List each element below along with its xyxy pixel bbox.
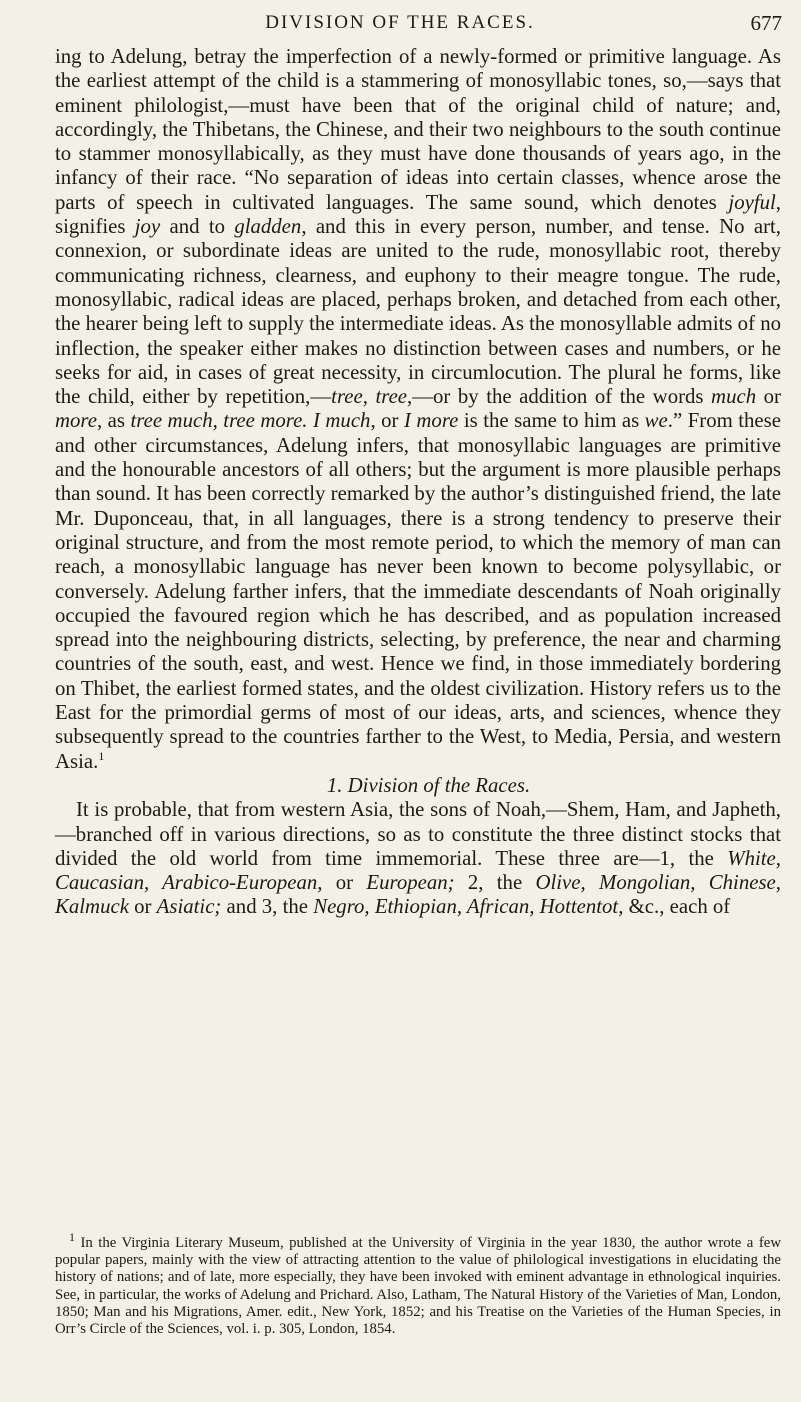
italic-term: Negro, Ethiopian, African, Hottentot [313,895,619,919]
footnote-reference: 1 [98,748,105,763]
italic-term: Olive, Mongolian, Chinese, Kalmuck [55,871,781,919]
text-run: It is probable, that from western Asia, the sons of Noah,—Shem, Ham, and Japheth,—branched off in various directions, so as to constitute the three distinct stocks that divided the old world from time immemorial. These three are—1, the [55,798,781,870]
text-run: and to [160,215,235,239]
text-run: is the same to him as [458,409,645,433]
italic-term: White, Caucasian, Arabico-European [55,846,781,895]
footnote-mark: 1 [69,1230,75,1245]
italic-term: tree much, tree more. I much [130,409,371,433]
italic-term: I more [403,409,459,433]
text-run: , or [370,409,404,433]
text-run: .” From these and other circumstances, Adelung infers, that monosyllabic languages are primitive and the honourable ancestors of all others; but the argument is more plausible perhaps than sound. It has been correctly remarked by the author’s distinguished friend, the late Mr. Duponceau, that, in all languages, there is a strong tendency to preserve their original structure, and from the most remote period, to which the memory of man can reach, a monosyllabic language has never been known to become polysyllabic, or conversely. Adelung farther infers, that the immediate descendants of Noah originally occupied the favoured region which he has described, and as population increased spread into the neighbouring districts, selecting, by preference, the near and charming countries of the south, east, and west. Hence we find, in those immediately bordering on Thibet, the earliest formed states, and the oldest civilization. History refers us to the East for the primordial germs of most of our ideas, arts, and sciences, whence they subsequently spread to the countries farther to the West, to Media, Persia, and western Asia. [55,409,781,773]
italic-term: European; [366,871,455,895]
text-run: , signifies [55,190,781,239]
italic-term: we [644,409,668,433]
text-run: , or [317,871,367,895]
section-heading: 1. Division of the Races. [326,773,531,797]
text-run: ,—or by the addition of the words [407,385,712,409]
running-header [0,8,801,36]
text-run: 2, the [454,871,536,895]
footnote-body: In the Virginia Literary Museum, published at the University of Virginia in the year 1830, the author wrote a few popular papers, mainly with the view of attracting attention to the value of philological investigations in elucidating the history of nations; and of late, more especially, they have been invoked with eminent advantage in ethnological inquiries. See, in particular, the works of Adelung and Prichard. Also, Latham, The Natural History of the Varieties of Man, London, 1850; Man and his Migrations, Amer. edit., New York, 1852; and his Treatise on the Varieties of the Human Species, in Orr’s Circle of the Sciences, vol. i. p. 305, London, 1854. [55,1235,781,1338]
italic-term: joyful [728,190,776,214]
running-title: DIVISION OF THE RACES. [265,12,535,33]
italic-term: Asiatic; [156,895,222,919]
paragraph [55,798,781,919]
text-run: ing to Adelung, betray the imperfection of a newly-formed or primitive language. As the earliest attempt of the child is a stammering of monosyllabic tones, so,—says that eminent philologist,—must have been that of the original child of nature; and, accordingly, the Thibetans, the Chinese, and their two neighbours to the south continue to stammer monosyllabically, as they must have done thousands of years ago, in the infancy of their race. “No separation of ideas into certain classes, whence arose the parts of speech in cultivated languages. The same sound, which denotes [55,45,781,214]
text-run: and 3, the [221,895,314,919]
text-run: , as [96,409,131,433]
text-run: , and this in every person, number, and tense. No art, connexion, or subordinate ideas are united to the rude, monosyllabic root, thereby communicating richness, clearness, and euphony to their meagre tongue. The rude, monosyllabic, radical ideas are placed, perhaps broken, and detached from each other, the hearer being left to supply the intermediate ideas. As the monosyllable admits of no inflection, the speaker either makes no distinction between cases and numbers, or he seeks for aid, in cases of great necessity, in circumlocution. The plural he forms, like the child, either by repetition,— [55,215,781,409]
page-number: 677 [750,11,782,35]
paragraph-continued [55,45,781,774]
italic-term: much [711,385,757,409]
italic-term: gladden [234,215,302,239]
text-run: or [756,385,781,409]
italic-term: joy [134,215,161,239]
italic-term: more [55,409,97,433]
italic-term: tree, tree [331,385,408,409]
text-run: , &c., each of [618,895,731,919]
body-text [55,45,781,920]
text-run: or [128,895,157,919]
footnote-text [55,1230,781,1338]
footnote [55,1230,781,1338]
